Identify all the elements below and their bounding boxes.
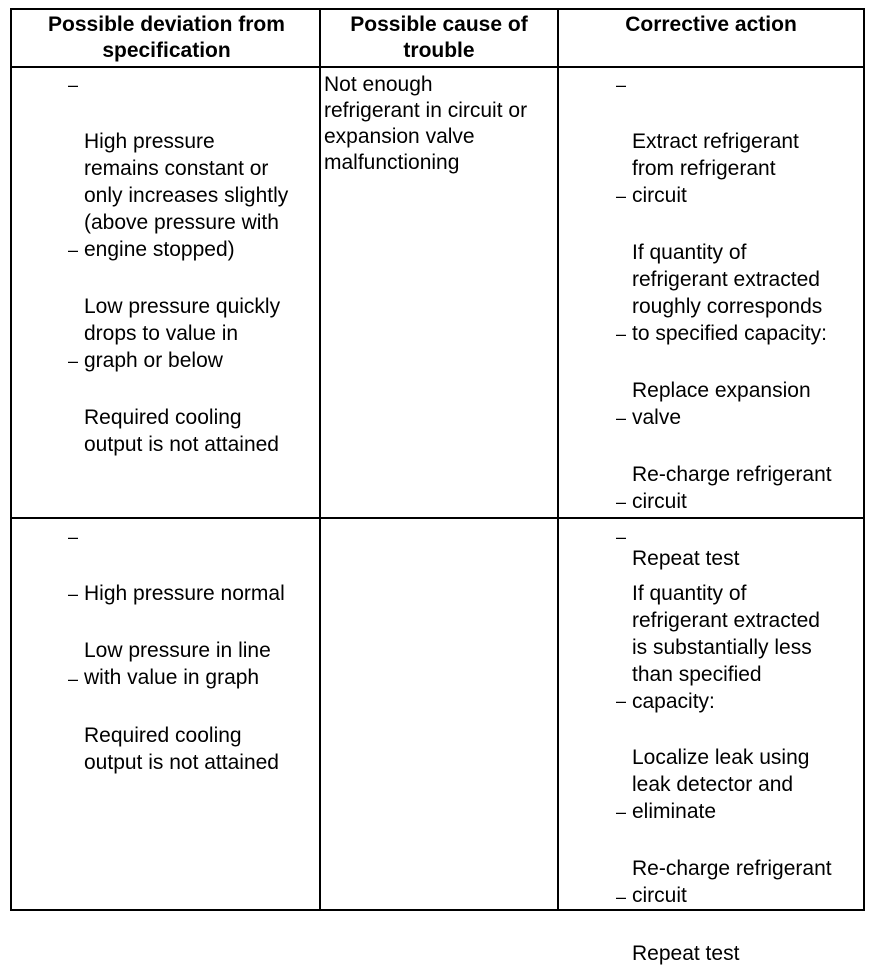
header-divider (12, 66, 863, 68)
dash-icon: – (68, 669, 79, 689)
dash-icon: – (616, 887, 627, 907)
action-text: Re-charge refrigerant circuit (632, 463, 832, 513)
deviation-text: Low pressure quickly drops to value in graph or below (84, 295, 281, 372)
action-text: Extract refrigerant from refrigerant circuit (632, 130, 799, 207)
deviation-text: High pressure remains constant or only increases slightly (above pressure with engine stopped) (84, 130, 289, 261)
dash-icon: – (68, 527, 79, 547)
action-text: Localize leak using leak detector and eliminate (632, 746, 810, 823)
deviation-text: Required cooling output is not attained (84, 724, 279, 774)
dash-icon: – (616, 75, 627, 95)
dash-icon: – (68, 240, 79, 260)
dash-icon: – (616, 186, 627, 206)
action-text: Re-charge refrigerant circuit (632, 857, 832, 907)
action-text: If quantity of refrigerant extracted roughly corresponds to specified capacity: (632, 241, 827, 345)
list-item (68, 350, 279, 458)
list-item (616, 526, 820, 715)
dash-icon: – (616, 408, 627, 428)
header-deviation: Possible deviation from specification (48, 13, 285, 62)
dash-icon: – (68, 75, 79, 95)
column-divider (319, 10, 321, 909)
deviation-text: Low pressure in line with value in graph (84, 639, 271, 689)
action-text: If quantity of refrigerant extracted is substantially less than specified capacity: (632, 582, 820, 713)
deviation-text: Required cooling output is not attained (84, 406, 279, 456)
cause-text: Not enough refrigerant in circuit or expansion valve malfunctioning (324, 73, 528, 174)
dash-icon: – (616, 802, 627, 822)
dash-icon: – (68, 351, 79, 371)
dash-icon: – (616, 492, 627, 512)
troubleshooting-table (10, 8, 865, 965)
dash-icon: – (616, 324, 627, 344)
action-text: Repeat test (632, 942, 740, 965)
list-item (68, 668, 279, 776)
action-text: Replace expansion valve (632, 379, 811, 429)
action-text: Repeat test (632, 547, 740, 570)
dash-icon: – (616, 527, 627, 547)
header-cause: Possible cause of trouble (350, 13, 528, 62)
dash-icon: – (68, 584, 79, 604)
deviation-text: High pressure normal (84, 582, 285, 605)
header-action: Corrective action (625, 13, 797, 36)
list-item (68, 74, 289, 263)
list-item (616, 886, 740, 967)
dash-icon: – (616, 691, 627, 711)
